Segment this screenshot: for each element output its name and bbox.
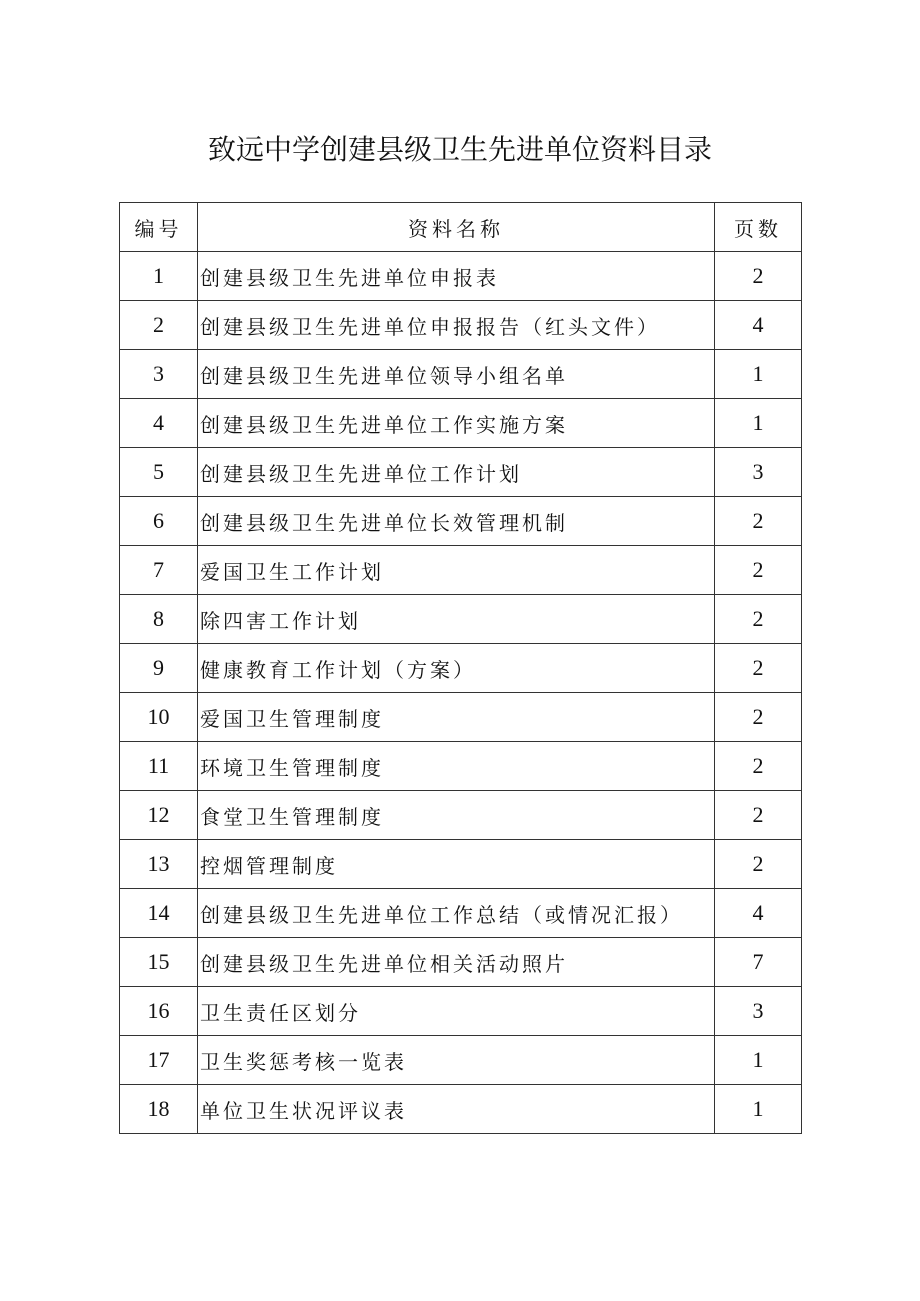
table-row [120, 497, 802, 546]
row-page-count: 2 [715, 546, 802, 595]
row-page-count: 2 [715, 252, 802, 301]
table-row [120, 1036, 802, 1085]
row-number: 12 [120, 791, 198, 840]
row-page-count: 3 [715, 987, 802, 1036]
table-header [120, 203, 802, 252]
row-page-count: 2 [715, 742, 802, 791]
table-row [120, 350, 802, 399]
document-title: 致远中学创建县级卫生先进单位资料目录 [207, 133, 712, 166]
row-number: 10 [120, 693, 198, 742]
table-row [120, 301, 802, 350]
catalog-table [119, 202, 802, 1134]
table-row [120, 644, 802, 693]
row-number: 8 [120, 595, 198, 644]
row-number: 4 [120, 399, 198, 448]
row-document-name: 创建县级卫生先进单位工作总结（或情况汇报） [198, 889, 715, 938]
row-document-name: 创建县级卫生先进单位申报报告（红头文件） [198, 301, 715, 350]
row-number: 16 [120, 987, 198, 1036]
row-page-count: 2 [715, 791, 802, 840]
row-number: 6 [120, 497, 198, 546]
row-page-count: 4 [715, 889, 802, 938]
row-document-name: 爱国卫生工作计划 [198, 546, 715, 595]
row-document-name: 单位卫生状况评议表 [198, 1085, 715, 1134]
row-page-count: 2 [715, 840, 802, 889]
table-row [120, 987, 802, 1036]
row-number: 14 [120, 889, 198, 938]
row-page-count: 2 [715, 644, 802, 693]
table-row [120, 252, 802, 301]
row-page-count: 1 [715, 350, 802, 399]
row-document-name: 除四害工作计划 [198, 595, 715, 644]
header-row [120, 203, 802, 252]
table-row [120, 938, 802, 987]
table-row [120, 595, 802, 644]
row-document-name: 创建县级卫生先进单位长效管理机制 [198, 497, 715, 546]
table-row [120, 742, 802, 791]
table-row [120, 448, 802, 497]
row-document-name: 食堂卫生管理制度 [198, 791, 715, 840]
table-row [120, 840, 802, 889]
row-number: 1 [120, 252, 198, 301]
row-document-name: 创建县级卫生先进单位工作实施方案 [198, 399, 715, 448]
row-document-name: 控烟管理制度 [198, 840, 715, 889]
row-document-name: 创建县级卫生先进单位领导小组名单 [198, 350, 715, 399]
table-row [120, 693, 802, 742]
row-document-name: 卫生责任区划分 [198, 987, 715, 1036]
row-page-count: 3 [715, 448, 802, 497]
row-number: 18 [120, 1085, 198, 1134]
row-page-count: 1 [715, 399, 802, 448]
row-document-name: 健康教育工作计划（方案） [198, 644, 715, 693]
table-row [120, 546, 802, 595]
header-page-count: 页数 [715, 203, 802, 252]
row-number: 5 [120, 448, 198, 497]
table-row [120, 889, 802, 938]
row-document-name: 创建县级卫生先进单位工作计划 [198, 448, 715, 497]
row-number: 13 [120, 840, 198, 889]
row-document-name: 环境卫生管理制度 [198, 742, 715, 791]
row-number: 11 [120, 742, 198, 791]
row-number: 7 [120, 546, 198, 595]
row-number: 17 [120, 1036, 198, 1085]
row-page-count: 7 [715, 938, 802, 987]
header-number: 编号 [120, 203, 198, 252]
row-page-count: 2 [715, 497, 802, 546]
row-page-count: 1 [715, 1085, 802, 1134]
row-number: 2 [120, 301, 198, 350]
row-page-count: 2 [715, 595, 802, 644]
table-row [120, 791, 802, 840]
row-number: 9 [120, 644, 198, 693]
row-page-count: 2 [715, 693, 802, 742]
header-document-name: 资料名称 [198, 203, 715, 252]
row-number: 3 [120, 350, 198, 399]
table-row [120, 1085, 802, 1134]
row-page-count: 1 [715, 1036, 802, 1085]
table-row [120, 399, 802, 448]
table-body [120, 252, 802, 1134]
row-document-name: 卫生奖惩考核一览表 [198, 1036, 715, 1085]
row-number: 15 [120, 938, 198, 987]
row-document-name: 创建县级卫生先进单位相关活动照片 [198, 938, 715, 987]
row-document-name: 爱国卫生管理制度 [198, 693, 715, 742]
row-document-name: 创建县级卫生先进单位申报表 [198, 252, 715, 301]
row-page-count: 4 [715, 301, 802, 350]
